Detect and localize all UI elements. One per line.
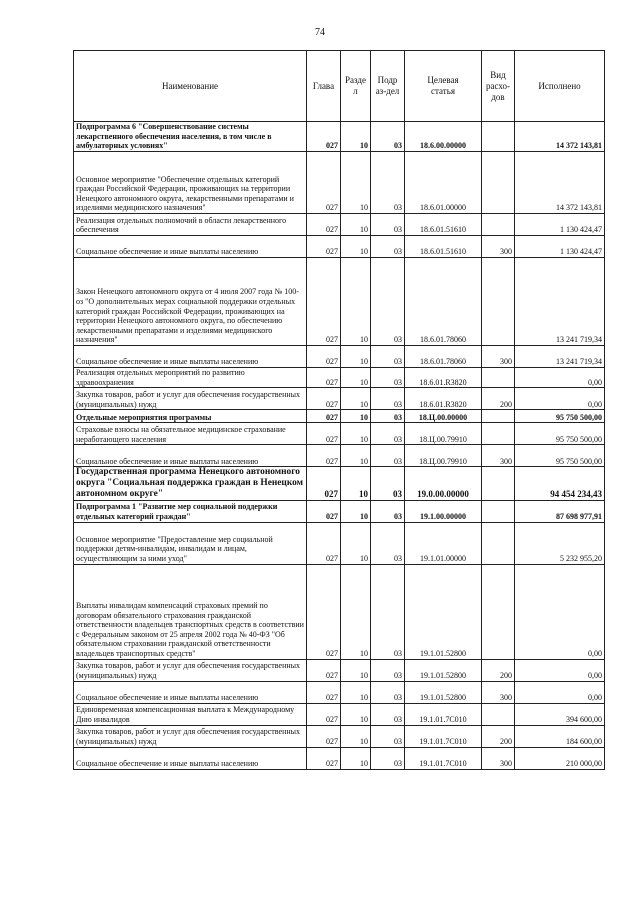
row-podrazdel: 03 (371, 500, 405, 522)
row-vid: 200 (482, 725, 515, 747)
row-name: Закон Ненецкого автономного округа от 4 июля 2007 года № 100-оз "О дополнительных мерах социальной поддержки отдельных категорий граждан Российской Федерации, проживающих на территории Ненецкого автономного округа, по обеспечению лекарственными препаратами и изделиями медицинского назначения" (74, 258, 307, 346)
row-glava: 027 (307, 500, 341, 522)
row-razdel: 10 (341, 423, 371, 445)
row-article: 18.6.01.R3820 (405, 388, 482, 410)
row-razdel: 10 (341, 725, 371, 747)
row-podrazdel: 03 (371, 122, 405, 152)
row-article: 19.1.01.7С010 (405, 703, 482, 725)
header-razdel: Разде л (341, 51, 371, 122)
row-razdel: 10 (341, 747, 371, 769)
row-amount: 1 130 424,47 (515, 214, 605, 236)
row-glava: 027 (307, 346, 341, 368)
table-row (74, 423, 605, 445)
row-glava: 027 (307, 522, 341, 564)
table-row (74, 258, 605, 346)
row-vid: 300 (482, 236, 515, 258)
header-name: Наименование (74, 51, 307, 122)
row-vid (482, 258, 515, 346)
row-glava: 027 (307, 423, 341, 445)
row-name: Реализация отдельных полномочий в области лекарственного обеспечения (74, 214, 307, 236)
row-vid (482, 152, 515, 214)
table-row (74, 122, 605, 152)
row-glava: 027 (307, 236, 341, 258)
row-razdel: 10 (341, 214, 371, 236)
row-podrazdel: 03 (371, 445, 405, 467)
row-name: Социальное обеспечение и иные выплаты населению (74, 445, 307, 467)
row-name: Закупка товаров, работ и услуг для обеспечения государственных (муниципальных) нужд (74, 725, 307, 747)
header-vid: Вид расхо- дов (482, 51, 515, 122)
header-done: Исполнено (515, 51, 605, 122)
row-name: Подпрограмма 1 "Развитие мер социальной поддержки отдельных категорий граждан" (74, 500, 307, 522)
row-razdel: 10 (341, 659, 371, 681)
row-amount: 210 000,00 (515, 747, 605, 769)
row-amount: 0,00 (515, 388, 605, 410)
row-glava: 027 (307, 725, 341, 747)
row-razdel: 10 (341, 445, 371, 467)
row-podrazdel: 03 (371, 423, 405, 445)
row-amount: 184 600,00 (515, 725, 605, 747)
row-razdel: 10 (341, 368, 371, 388)
table-row (74, 152, 605, 214)
table-row (74, 522, 605, 564)
table-body (74, 122, 605, 770)
table-row (74, 467, 605, 500)
row-article: 19.1.01.52800 (405, 564, 482, 659)
row-name: Основное мероприятие "Предоставление мер социальной поддержки детям-инвалидам, инвалидам и лицам, осуществляющим за ними уход" (74, 522, 307, 564)
row-razdel: 10 (341, 522, 371, 564)
row-amount: 13 241 719,34 (515, 258, 605, 346)
table-row (74, 747, 605, 769)
row-name: Страховые взносы на обязательное медицинское страхование неработающего населения (74, 423, 307, 445)
row-article: 19.0.00.00000 (405, 467, 482, 500)
row-vid (482, 214, 515, 236)
row-name: Закупка товаров, работ и услуг для обеспечения государственных (муниципальных) нужд (74, 388, 307, 410)
row-article: 18.Ц.00.79910 (405, 445, 482, 467)
row-name: Социальное обеспечение и иные выплаты населению (74, 681, 307, 703)
row-vid (482, 423, 515, 445)
row-name: Государственная программа Ненецкого автономного округа "Социальная поддержка граждан в Ненецком автономном округе" (74, 467, 307, 500)
table-row (74, 368, 605, 388)
row-vid: 300 (482, 681, 515, 703)
row-amount: 0,00 (515, 368, 605, 388)
row-name: Социальное обеспечение и иные выплаты населению (74, 346, 307, 368)
row-razdel: 10 (341, 258, 371, 346)
row-podrazdel: 03 (371, 152, 405, 214)
row-podrazdel: 03 (371, 659, 405, 681)
row-amount: 94 454 234,43 (515, 467, 605, 500)
row-podrazdel: 03 (371, 681, 405, 703)
row-vid: 300 (482, 346, 515, 368)
row-name: Социальное обеспечение и иные выплаты населению (74, 236, 307, 258)
row-podrazdel: 03 (371, 725, 405, 747)
table-row (74, 388, 605, 410)
row-podrazdel: 03 (371, 236, 405, 258)
row-vid: 300 (482, 445, 515, 467)
row-name: Закупка товаров, работ и услуг для обеспечения государственных (муниципальных) нужд (74, 659, 307, 681)
header-article: Целевая статья (405, 51, 482, 122)
table-row (74, 214, 605, 236)
page-number: 74 (315, 27, 325, 38)
row-article: 19.1.01.00000 (405, 522, 482, 564)
row-razdel: 10 (341, 152, 371, 214)
row-vid (482, 368, 515, 388)
table-row (74, 236, 605, 258)
row-razdel: 10 (341, 467, 371, 500)
row-article: 18.6.01.78060 (405, 346, 482, 368)
row-glava: 027 (307, 368, 341, 388)
row-podrazdel: 03 (371, 346, 405, 368)
header-podrazdel: Подр аз-дел (371, 51, 405, 122)
row-glava: 027 (307, 445, 341, 467)
row-podrazdel: 03 (371, 388, 405, 410)
row-razdel: 10 (341, 564, 371, 659)
row-glava: 027 (307, 388, 341, 410)
row-article: 19.1.00.00000 (405, 500, 482, 522)
table-row (74, 703, 605, 725)
row-glava: 027 (307, 564, 341, 659)
row-article: 18.6.01.R3820 (405, 368, 482, 388)
row-name: Единовременная компенсационная выплата к Международному Дню инвалидов (74, 703, 307, 725)
table-row (74, 659, 605, 681)
row-glava: 027 (307, 703, 341, 725)
table-row (74, 445, 605, 467)
row-vid (482, 522, 515, 564)
row-article: 18.6.01.00000 (405, 152, 482, 214)
row-podrazdel: 03 (371, 467, 405, 500)
row-podrazdel: 03 (371, 410, 405, 423)
row-name: Подпрограмма 6 "Совершенствование системы лекарственного обеспечения населения, в том числе в амбулаторных условиях" (74, 122, 307, 152)
table-row (74, 500, 605, 522)
row-glava: 027 (307, 410, 341, 423)
table-row (74, 346, 605, 368)
row-vid (482, 467, 515, 500)
row-vid (482, 410, 515, 423)
row-amount: 14 372 143,81 (515, 122, 605, 152)
row-glava: 027 (307, 258, 341, 346)
row-podrazdel: 03 (371, 214, 405, 236)
row-vid (482, 703, 515, 725)
row-glava: 027 (307, 747, 341, 769)
row-amount: 394 600,00 (515, 703, 605, 725)
row-name: Выплаты инвалидам компенсаций страховых премий по договорам обязательного страхования гражданской ответственности владельцев транспортных средств в соответствии с Федеральным законом от 25 апреля 2002 года № 40-ФЗ "Об обязательном страховании гражданской ответственности владельцев транспортных средств" (74, 564, 307, 659)
row-vid (482, 564, 515, 659)
row-amount: 0,00 (515, 564, 605, 659)
row-vid: 200 (482, 659, 515, 681)
row-article: 19.1.01.52800 (405, 659, 482, 681)
table-row (74, 564, 605, 659)
row-article: 18.Ц.00.79910 (405, 423, 482, 445)
row-glava: 027 (307, 122, 341, 152)
row-article: 18.Ц.00.00000 (405, 410, 482, 423)
row-glava: 027 (307, 681, 341, 703)
row-podrazdel: 03 (371, 703, 405, 725)
row-amount: 0,00 (515, 659, 605, 681)
row-razdel: 10 (341, 346, 371, 368)
row-article: 18.6.01.78060 (405, 258, 482, 346)
row-razdel: 10 (341, 681, 371, 703)
row-amount: 13 241 719,34 (515, 346, 605, 368)
row-podrazdel: 03 (371, 522, 405, 564)
row-podrazdel: 03 (371, 747, 405, 769)
row-glava: 027 (307, 659, 341, 681)
row-glava: 027 (307, 152, 341, 214)
row-razdel: 10 (341, 703, 371, 725)
row-amount: 0,00 (515, 681, 605, 703)
table-header-row (74, 51, 605, 122)
row-podrazdel: 03 (371, 258, 405, 346)
row-podrazdel: 03 (371, 564, 405, 659)
row-article: 18.6.01.51610 (405, 214, 482, 236)
row-name: Отдельные мероприятия программы (74, 410, 307, 423)
row-amount: 95 750 500,00 (515, 445, 605, 467)
row-name: Основное мероприятие "Обеспечение отдельных категорий граждан Российской Федерации, проживающих на территории Ненецкого автономного округа, лекарственными препаратами и изделиями медицинского назначения" (74, 152, 307, 214)
row-vid: 300 (482, 747, 515, 769)
table-row (74, 725, 605, 747)
row-article: 18.6.00.00000 (405, 122, 482, 152)
table-row (74, 681, 605, 703)
row-amount: 5 232 955,20 (515, 522, 605, 564)
row-name: Реализация отдельных мероприятий по развитию здравоохранения (74, 368, 307, 388)
row-razdel: 10 (341, 236, 371, 258)
row-article: 19.1.01.52800 (405, 681, 482, 703)
row-amount: 14 372 143,81 (515, 152, 605, 214)
header-glava: Глава (307, 51, 341, 122)
row-podrazdel: 03 (371, 368, 405, 388)
budget-table (73, 50, 605, 770)
row-glava: 027 (307, 214, 341, 236)
row-vid (482, 122, 515, 152)
row-amount: 87 698 977,91 (515, 500, 605, 522)
table-row (74, 410, 605, 423)
row-amount: 95 750 500,00 (515, 410, 605, 423)
row-article: 19.1.01.7С010 (405, 747, 482, 769)
row-vid (482, 500, 515, 522)
row-amount: 95 750 500,00 (515, 423, 605, 445)
row-razdel: 10 (341, 410, 371, 423)
row-razdel: 10 (341, 122, 371, 152)
row-glava: 027 (307, 467, 341, 500)
row-vid: 200 (482, 388, 515, 410)
row-razdel: 10 (341, 388, 371, 410)
row-article: 19.1.01.7С010 (405, 725, 482, 747)
row-razdel: 10 (341, 500, 371, 522)
row-article: 18.6.01.51610 (405, 236, 482, 258)
row-name: Социальное обеспечение и иные выплаты населению (74, 747, 307, 769)
row-amount: 1 130 424,47 (515, 236, 605, 258)
